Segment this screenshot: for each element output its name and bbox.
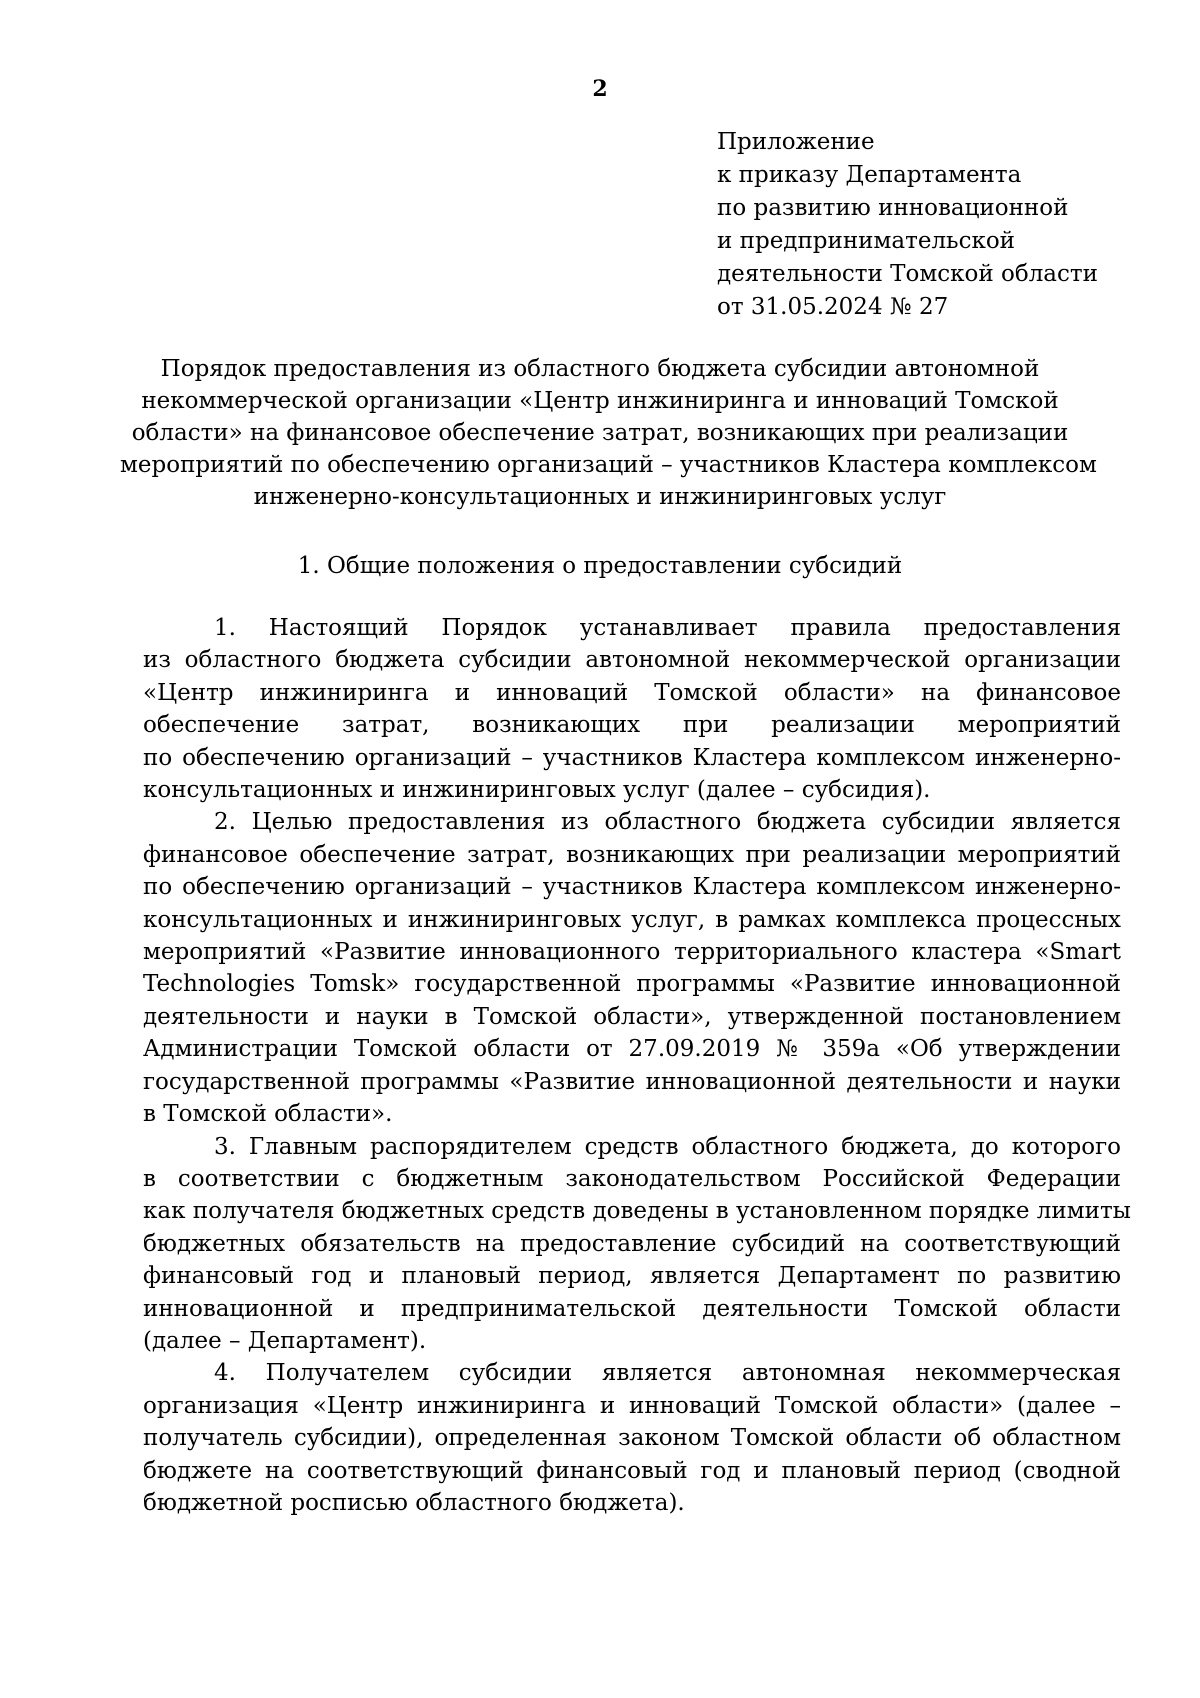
appendix-line: деятельности Томской области bbox=[717, 261, 1098, 287]
paragraph-4 bbox=[143, 1357, 1121, 1519]
paragraph-line: бюджетной росписью областного бюджета). bbox=[143, 1489, 685, 1516]
paragraph-line: финансовое обеспечение затрат, возникающих при реализации мероприятий bbox=[143, 841, 1121, 868]
paragraph-line: мероприятий «Развитие инновационного территориального кластера «Smart bbox=[143, 939, 1121, 966]
paragraph-1 bbox=[143, 612, 1121, 806]
appendix-line: от 31.05.2024 № 27 bbox=[717, 294, 949, 320]
appendix-block bbox=[717, 126, 1098, 324]
paragraph-line: государственной программы «Развитие инновационной деятельности и науки bbox=[143, 1068, 1121, 1095]
paragraph-line: обеспечение затрат, возникающих при реализации мероприятий bbox=[143, 712, 1121, 739]
paragraph-line: 2. Целью предоставления из областного бюджета субсидии является bbox=[214, 809, 1121, 836]
paragraph-line: бюджетных обязательств на предоставление субсидий на соответствующий bbox=[143, 1230, 1121, 1257]
title-line: инженерно-консультационных и инжиниринговых услуг bbox=[253, 484, 947, 510]
title-line: Порядок предоставления из областного бюджета субсидии автономной bbox=[160, 356, 1040, 382]
paragraph-line: в Томской области». bbox=[143, 1101, 393, 1128]
appendix-line: к приказу Департамента bbox=[717, 162, 1022, 188]
appendix-line: и предпринимательской bbox=[717, 228, 1016, 254]
appendix-line: Приложение bbox=[717, 129, 875, 155]
title-line: области» на финансовое обеспечение затрат, возникающих при реализации bbox=[131, 420, 1069, 446]
document-title bbox=[120, 353, 1097, 513]
paragraph-line: «Центр инжиниринга и инноваций Томской области» на финансовое bbox=[143, 679, 1121, 706]
page-number: 2 bbox=[592, 76, 608, 102]
paragraph-line: финансовый год и плановый период, является Департамент по развитию bbox=[143, 1263, 1121, 1290]
section-heading: 1. Общие положения о предоставлении субсидий bbox=[297, 553, 903, 579]
paragraph-line: инновационной и предпринимательской деятельности Томской области bbox=[143, 1295, 1121, 1322]
paragraph-line: получатель субсидии), определенная законом Томской области об областном bbox=[143, 1425, 1121, 1452]
paragraph-line: бюджете на соответствующий финансовый год и плановый период (сводной bbox=[143, 1457, 1121, 1484]
paragraph-line: деятельности и науки в Томской области», утвержденной постановлением bbox=[143, 1003, 1121, 1030]
paragraph-2 bbox=[143, 806, 1121, 1130]
paragraph-line: в соответствии с бюджетным законодательством Российской Федерации bbox=[143, 1165, 1121, 1192]
paragraph-line: по обеспечению организаций – участников Кластера комплексом инженерно- bbox=[143, 744, 1121, 771]
document-body bbox=[143, 612, 1131, 1519]
title-line: мероприятий по обеспечению организаций – участников Кластера комплексом bbox=[120, 452, 1097, 478]
paragraph-line: консультационных и инжиниринговых услуг (далее – субсидия). bbox=[143, 777, 931, 804]
paragraph-line: (далее – Департамент). bbox=[143, 1327, 427, 1354]
paragraph-line: организация «Центр инжиниринга и инноваций Томской области» (далее – bbox=[143, 1392, 1121, 1419]
title-line: некоммерческой организации «Центр инжиниринга и инноваций Томской bbox=[141, 388, 1059, 414]
paragraph-line: Администрации Томской области от 27.09.2019 № 359а «Об утверждении bbox=[143, 1036, 1121, 1063]
paragraph-line: из областного бюджета субсидии автономной некоммерческой организации bbox=[143, 647, 1121, 674]
paragraph-line: 3. Главным распорядителем средств областного бюджета, до которого bbox=[214, 1133, 1121, 1160]
appendix-line: по развитию инновационной bbox=[717, 195, 1069, 221]
paragraph-line: по обеспечению организаций – участников Кластера комплексом инженерно- bbox=[143, 874, 1121, 901]
paragraph-line: консультационных и инжиниринговых услуг, в рамках комплекса процессных bbox=[143, 906, 1121, 933]
paragraph-3 bbox=[143, 1131, 1131, 1358]
paragraph-line: 1. Настоящий Порядок устанавливает правила предоставления bbox=[214, 615, 1121, 641]
paragraph-line: Technologies Tomsk» государственной программы «Развитие инновационной bbox=[143, 971, 1121, 998]
paragraph-line: 4. Получателем субсидии является автономная некоммерческая bbox=[214, 1360, 1121, 1387]
paragraph-line: как получателя бюджетных средств доведены в установленном порядке лимиты bbox=[143, 1198, 1131, 1225]
